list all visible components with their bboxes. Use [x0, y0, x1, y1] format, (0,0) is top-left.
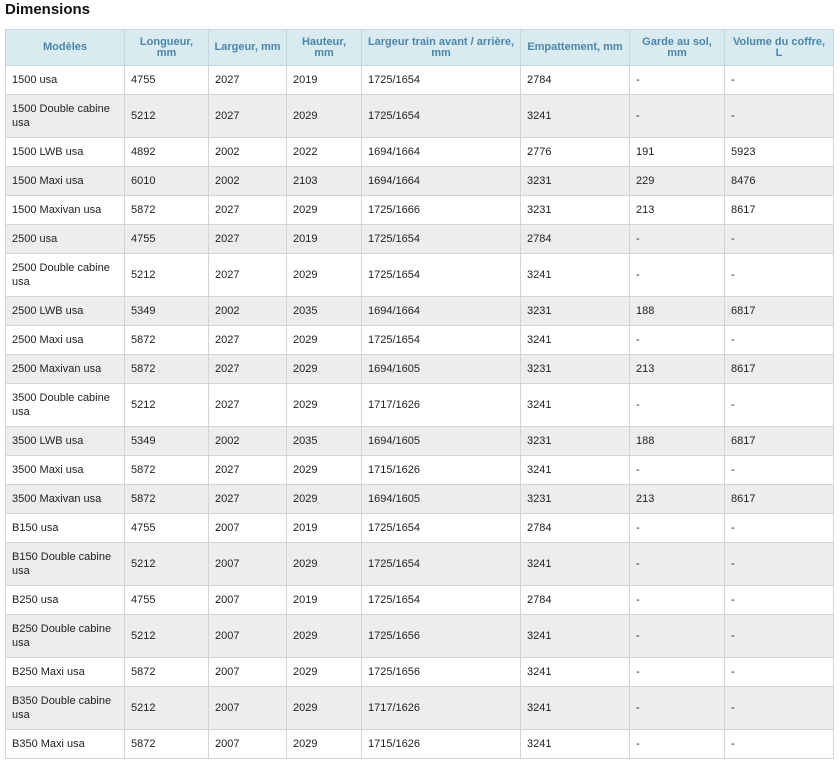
value-cell: 3241 [521, 254, 630, 297]
value-cell: 213 [630, 196, 725, 225]
column-header: Largeur train avant / arrière, mm [362, 30, 521, 66]
value-cell: 3231 [521, 297, 630, 326]
model-cell: 2500 Double cabine usa [6, 254, 125, 297]
model-cell: 3500 Maxivan usa [6, 485, 125, 514]
table-row [6, 355, 834, 384]
value-cell: - [725, 615, 834, 658]
value-cell: 2029 [287, 658, 362, 687]
value-cell: 2029 [287, 485, 362, 514]
value-cell: 5872 [125, 658, 209, 687]
value-cell: - [630, 514, 725, 543]
value-cell: - [725, 225, 834, 254]
value-cell: 2029 [287, 254, 362, 297]
value-cell: 2029 [287, 326, 362, 355]
value-cell: - [630, 687, 725, 730]
model-cell: 2500 Maxi usa [6, 326, 125, 355]
value-cell: 3231 [521, 427, 630, 456]
model-cell: 1500 LWB usa [6, 138, 125, 167]
table-row [6, 384, 834, 427]
table-row [6, 658, 834, 687]
value-cell: 8476 [725, 167, 834, 196]
value-cell: 3241 [521, 326, 630, 355]
value-cell: 4755 [125, 225, 209, 254]
value-cell: 3231 [521, 167, 630, 196]
value-cell: 1725/1654 [362, 225, 521, 254]
value-cell: 1694/1664 [362, 167, 521, 196]
value-cell: 1725/1654 [362, 586, 521, 615]
value-cell: 2027 [209, 66, 287, 95]
value-cell: 5872 [125, 355, 209, 384]
value-cell: 5872 [125, 456, 209, 485]
value-cell: 1725/1654 [362, 66, 521, 95]
header-row [6, 30, 834, 66]
value-cell: 2019 [287, 514, 362, 543]
value-cell: 1725/1656 [362, 615, 521, 658]
dimensions-table [5, 29, 834, 759]
value-cell: 8617 [725, 196, 834, 225]
value-cell: 5212 [125, 254, 209, 297]
value-cell: 2007 [209, 730, 287, 759]
value-cell: - [725, 66, 834, 95]
value-cell: 5212 [125, 95, 209, 138]
value-cell: - [630, 543, 725, 586]
value-cell: - [725, 326, 834, 355]
table-row [6, 427, 834, 456]
value-cell: 2027 [209, 355, 287, 384]
value-cell: 2029 [287, 687, 362, 730]
value-cell: 1694/1605 [362, 355, 521, 384]
table-row [6, 297, 834, 326]
column-header: Hauteur, mm [287, 30, 362, 66]
value-cell: - [630, 456, 725, 485]
model-cell: 2500 usa [6, 225, 125, 254]
value-cell: 3241 [521, 658, 630, 687]
value-cell: 5212 [125, 615, 209, 658]
value-cell: 5349 [125, 427, 209, 456]
value-cell: 2027 [209, 485, 287, 514]
value-cell: 1725/1654 [362, 543, 521, 586]
value-cell: - [630, 615, 725, 658]
value-cell: 1725/1656 [362, 658, 521, 687]
value-cell: - [725, 687, 834, 730]
value-cell: 2019 [287, 66, 362, 95]
column-header: Empattement, mm [521, 30, 630, 66]
value-cell: 2035 [287, 427, 362, 456]
value-cell: 1694/1664 [362, 138, 521, 167]
value-cell: 6010 [125, 167, 209, 196]
table-row [6, 485, 834, 514]
value-cell: 1694/1605 [362, 427, 521, 456]
value-cell: 213 [630, 485, 725, 514]
value-cell: 191 [630, 138, 725, 167]
section-title: Dimensions [5, 1, 91, 18]
value-cell: 2027 [209, 254, 287, 297]
value-cell: 2019 [287, 586, 362, 615]
value-cell: 5872 [125, 326, 209, 355]
value-cell: 2776 [521, 138, 630, 167]
value-cell: 4755 [125, 66, 209, 95]
table-row [6, 615, 834, 658]
value-cell: 2002 [209, 167, 287, 196]
value-cell: 3241 [521, 384, 630, 427]
value-cell: 5872 [125, 485, 209, 514]
model-cell: B250 usa [6, 586, 125, 615]
value-cell: 5349 [125, 297, 209, 326]
value-cell: 2027 [209, 326, 287, 355]
value-cell: - [725, 254, 834, 297]
value-cell: 8617 [725, 485, 834, 514]
value-cell: 6817 [725, 297, 834, 326]
model-cell: B250 Double cabine usa [6, 615, 125, 658]
value-cell: - [725, 384, 834, 427]
value-cell: 2007 [209, 543, 287, 586]
column-header: Longueur, mm [125, 30, 209, 66]
value-cell: 2027 [209, 225, 287, 254]
value-cell: 2007 [209, 658, 287, 687]
value-cell: 2029 [287, 615, 362, 658]
value-cell: 2103 [287, 167, 362, 196]
value-cell: - [725, 543, 834, 586]
table-row [6, 225, 834, 254]
value-cell: 1717/1626 [362, 687, 521, 730]
table-row [6, 456, 834, 485]
value-cell: 4755 [125, 586, 209, 615]
value-cell: 6817 [725, 427, 834, 456]
value-cell: - [630, 730, 725, 759]
value-cell: 2029 [287, 95, 362, 138]
model-cell: B150 usa [6, 514, 125, 543]
value-cell: 1725/1654 [362, 326, 521, 355]
value-cell: 3241 [521, 543, 630, 586]
model-cell: 1500 Double cabine usa [6, 95, 125, 138]
value-cell: 5872 [125, 196, 209, 225]
value-cell: 1715/1626 [362, 456, 521, 485]
value-cell: - [630, 254, 725, 297]
value-cell: 4892 [125, 138, 209, 167]
table-row [6, 687, 834, 730]
table-row [6, 196, 834, 225]
table-row [6, 514, 834, 543]
value-cell: 2022 [287, 138, 362, 167]
value-cell: 213 [630, 355, 725, 384]
value-cell: 2029 [287, 543, 362, 586]
value-cell: 3241 [521, 95, 630, 138]
model-cell: B150 Double cabine usa [6, 543, 125, 586]
value-cell: 1715/1626 [362, 730, 521, 759]
model-cell: B250 Maxi usa [6, 658, 125, 687]
model-cell: 3500 Double cabine usa [6, 384, 125, 427]
value-cell: 2007 [209, 615, 287, 658]
value-cell: - [630, 66, 725, 95]
value-cell: 3241 [521, 730, 630, 759]
value-cell: - [725, 586, 834, 615]
value-cell: 5212 [125, 543, 209, 586]
model-cell: 1500 Maxi usa [6, 167, 125, 196]
value-cell: - [630, 658, 725, 687]
value-cell: 2029 [287, 196, 362, 225]
table-row [6, 586, 834, 615]
value-cell: 5212 [125, 384, 209, 427]
value-cell: - [630, 95, 725, 138]
value-cell: 2029 [287, 456, 362, 485]
column-header: Modèles [6, 30, 125, 66]
table-row [6, 326, 834, 355]
value-cell: - [725, 658, 834, 687]
model-cell: 3500 LWB usa [6, 427, 125, 456]
value-cell: - [725, 514, 834, 543]
value-cell: - [630, 326, 725, 355]
value-cell: 2002 [209, 138, 287, 167]
value-cell: 2007 [209, 586, 287, 615]
value-cell: 2027 [209, 196, 287, 225]
model-cell: B350 Double cabine usa [6, 687, 125, 730]
value-cell: 3231 [521, 355, 630, 384]
model-cell: 2500 LWB usa [6, 297, 125, 326]
value-cell: 1725/1654 [362, 254, 521, 297]
value-cell: 2027 [209, 95, 287, 138]
value-cell: 2002 [209, 427, 287, 456]
value-cell: 3241 [521, 456, 630, 485]
value-cell: 188 [630, 297, 725, 326]
value-cell: 1725/1654 [362, 514, 521, 543]
value-cell: 1725/1654 [362, 95, 521, 138]
column-header: Largeur, mm [209, 30, 287, 66]
model-cell: 1500 usa [6, 66, 125, 95]
value-cell: 2029 [287, 384, 362, 427]
value-cell: 3231 [521, 196, 630, 225]
value-cell: 2784 [521, 66, 630, 95]
value-cell: 1717/1626 [362, 384, 521, 427]
table-body [6, 66, 834, 759]
value-cell: 1725/1666 [362, 196, 521, 225]
table-row [6, 543, 834, 586]
value-cell: 188 [630, 427, 725, 456]
table-row [6, 167, 834, 196]
value-cell: 3241 [521, 687, 630, 730]
table-row [6, 254, 834, 297]
value-cell: - [725, 95, 834, 138]
value-cell: 5923 [725, 138, 834, 167]
value-cell: 3231 [521, 485, 630, 514]
table-row [6, 730, 834, 759]
value-cell: 2784 [521, 514, 630, 543]
value-cell: 2784 [521, 586, 630, 615]
value-cell: 2029 [287, 355, 362, 384]
value-cell: 2002 [209, 297, 287, 326]
value-cell: 4755 [125, 514, 209, 543]
model-cell: 3500 Maxi usa [6, 456, 125, 485]
column-header: Volume du coffre, L [725, 30, 834, 66]
table-row [6, 95, 834, 138]
column-header: Garde au sol, mm [630, 30, 725, 66]
value-cell: 2029 [287, 730, 362, 759]
value-cell: - [630, 384, 725, 427]
model-cell: 2500 Maxivan usa [6, 355, 125, 384]
value-cell: 2019 [287, 225, 362, 254]
value-cell: 5872 [125, 730, 209, 759]
value-cell: - [725, 730, 834, 759]
value-cell: - [725, 456, 834, 485]
value-cell: - [630, 586, 725, 615]
model-cell: B350 Maxi usa [6, 730, 125, 759]
model-cell: 1500 Maxivan usa [6, 196, 125, 225]
value-cell: 3241 [521, 615, 630, 658]
table-row [6, 66, 834, 95]
value-cell: 2027 [209, 456, 287, 485]
value-cell: 229 [630, 167, 725, 196]
table-row [6, 138, 834, 167]
value-cell: 2027 [209, 384, 287, 427]
value-cell: - [630, 225, 725, 254]
value-cell: 2784 [521, 225, 630, 254]
value-cell: 1694/1605 [362, 485, 521, 514]
value-cell: 2007 [209, 687, 287, 730]
value-cell: 8617 [725, 355, 834, 384]
value-cell: 2007 [209, 514, 287, 543]
value-cell: 2035 [287, 297, 362, 326]
value-cell: 1694/1664 [362, 297, 521, 326]
value-cell: 5212 [125, 687, 209, 730]
